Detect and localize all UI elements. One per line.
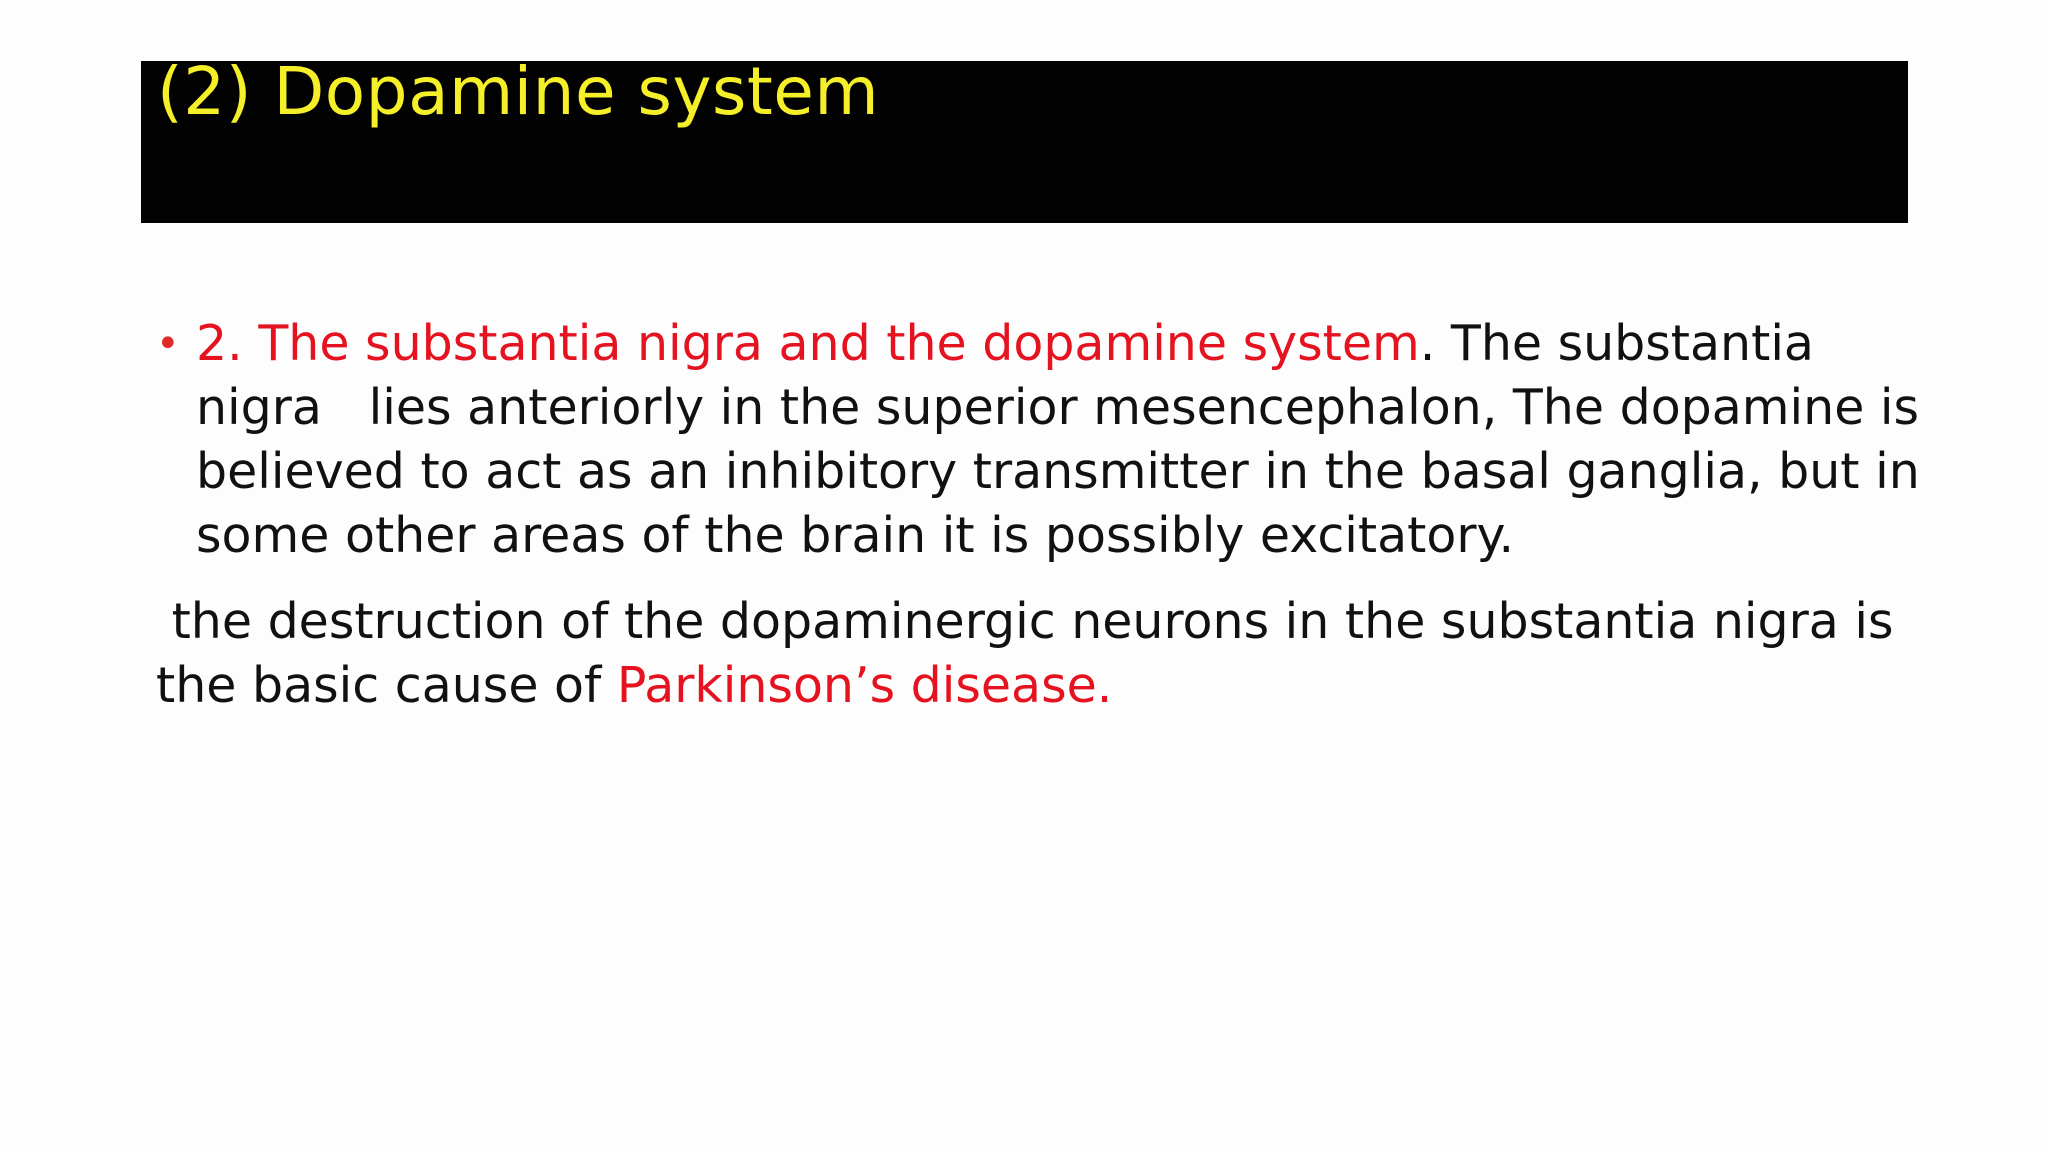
bullet-marker: •: [156, 321, 180, 367]
bullet-line-3: believed to act as an inhibitory transmitter in the basal ganglia, but in: [196, 443, 1920, 500]
slide-title: (2) Dopamine system: [157, 53, 880, 130]
bullet-paragraph: [156, 312, 1920, 568]
paragraph-line-1: the destruction of the dopaminergic neurons in the substantia nigra is: [156, 593, 1894, 650]
title-bar: [141, 53, 1908, 223]
paragraph-line-2-start: the basic cause of: [156, 657, 617, 714]
body-paragraph: [156, 590, 1896, 718]
bullet-line-1-rest: . The substantia: [1419, 315, 1814, 372]
parkinsons-highlight-text: Parkinson’s disease.: [616, 657, 1113, 714]
bullet-line-4: some other areas of the brain it is possibly excitatory.: [196, 507, 1515, 564]
paragraph-line-2: [156, 654, 1896, 718]
bullet-highlight-text: 2. The substantia nigra and the dopamine system: [196, 315, 1420, 372]
slide-content: [156, 312, 1920, 718]
bullet-line-1: [196, 312, 1896, 376]
bullet-line-2: nigra lies anteriorly in the superior mesencephalon, The dopamine is: [196, 379, 1920, 436]
